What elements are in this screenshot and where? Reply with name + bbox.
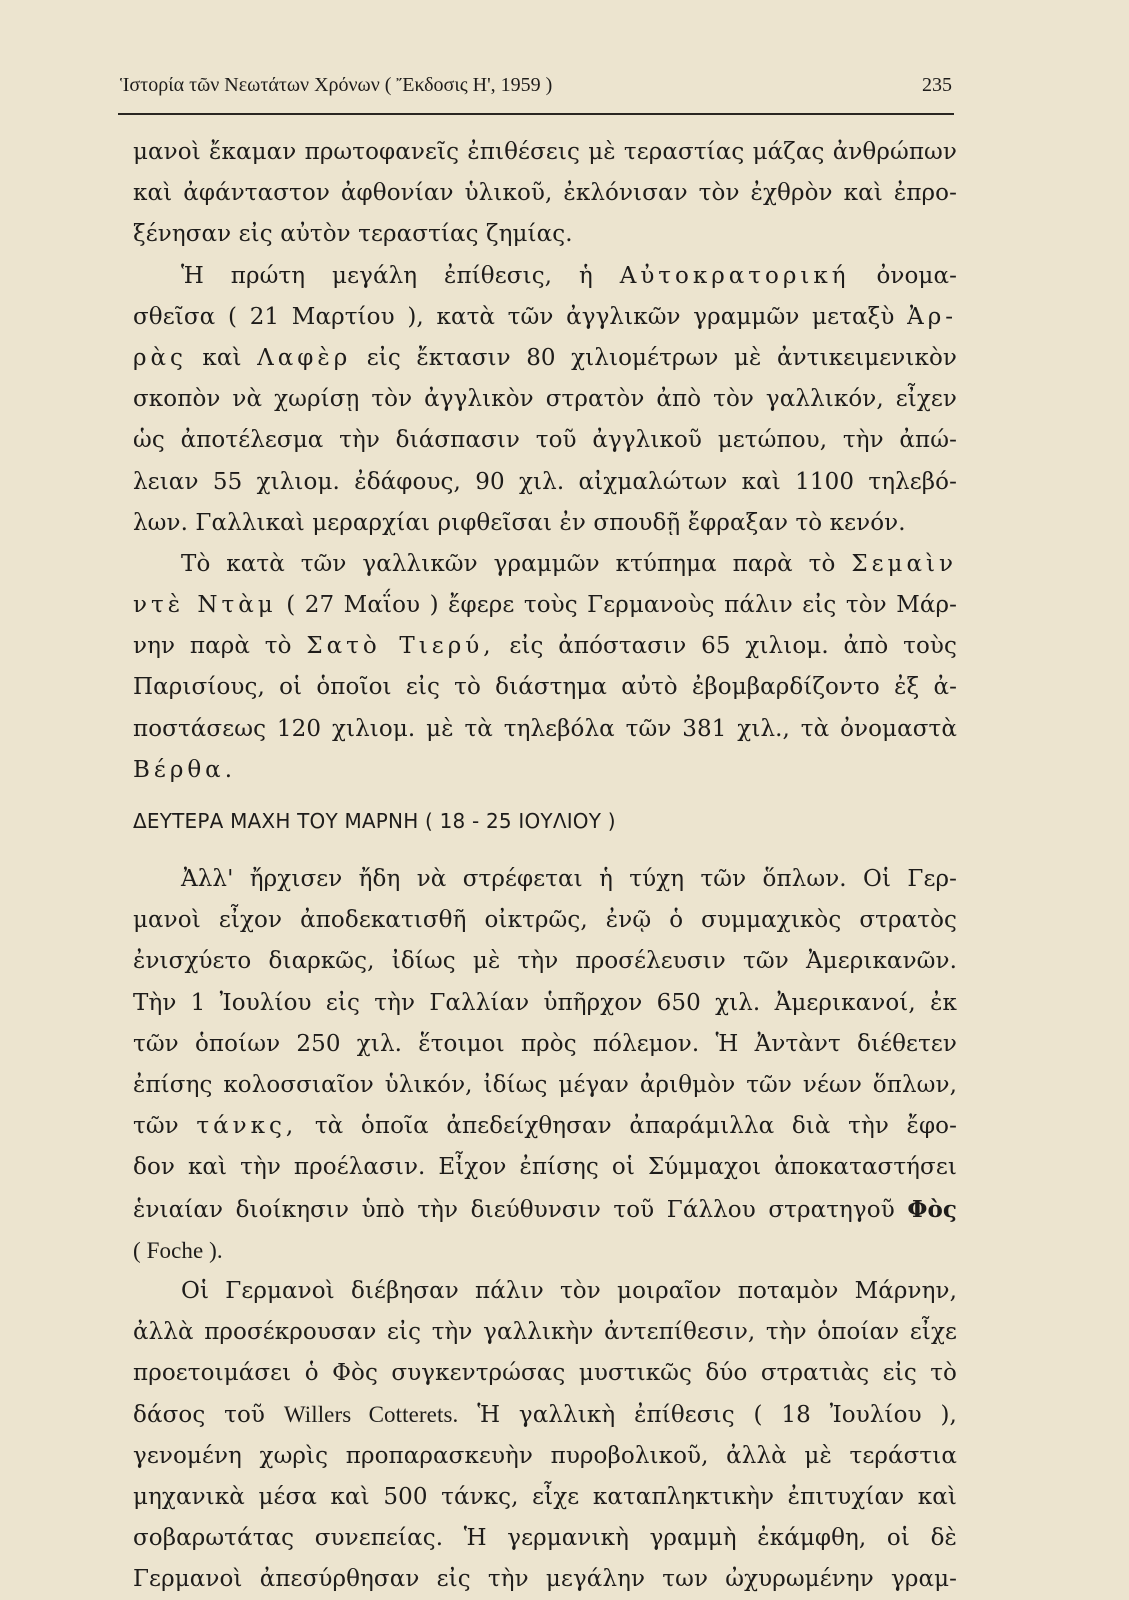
spaced-term: Σεμαὶν	[851, 550, 957, 577]
text-line: καὶ ἀφάνταστον ἀφθονίαν ὑλικοῦ, ἐκλόνισαν τὸν ἐχθρὸν καὶ ἐπρο-	[133, 180, 957, 207]
text-line: τῶν τάνκς, τὰ ὁποῖα ἀπεδείχθησαν ἀπαράμιλλα διὰ τὴν ἔφο-	[133, 1113, 957, 1140]
spaced-term: Σατὸ Τιερύ,	[306, 633, 495, 660]
running-title: Ἱστορία τῶν Νεωτάτων Χρόνων ( Ἔκδοσις Η', 1959 )	[120, 74, 553, 96]
text-line: ξένησαν εἰς αὐτὸν τεραστίας ζημίας.	[133, 221, 573, 248]
text-line: ντὲ Ντὰμ ( 27 Μαΐου ) ἔφερε τοὺς Γερμανοὺς πάλιν εἰς τὸν Μάρ-	[133, 592, 957, 619]
text-line: Τὸ κατὰ τῶν γαλλικῶν γραμμῶν κτύπημα παρὰ τὸ Σεμαὶν	[181, 550, 957, 577]
text-line: ἐπίσης κολοσσιαῖον ὑλικόν, ἰδίως μέγαν ἀριθμὸν τῶν νέων ὅπλων,	[133, 1071, 957, 1098]
spaced-term: τάνκς,	[196, 1113, 298, 1140]
text-line: λειαν 55 χιλιομ. ἐδάφους, 90 χιλ. αἰχμαλώτων καὶ 1100 τηλεβό-	[133, 468, 957, 495]
text-line: λων. Γαλλικαὶ μεραρχίαι ριφθεῖσαι ἐν σπουδῇ ἔφραξαν τὸ κενόν.	[133, 509, 906, 536]
spaced-term: Ἀρ-	[907, 303, 957, 330]
body-text	[133, 132, 957, 1600]
text-line: ἀλλὰ προσέκρουσαν εἰς τὴν γαλλικὴν ἀντεπίθεσιν, τὴν ὁποίαν εἶχε	[133, 1319, 957, 1346]
text-line: μηχανικὰ μέσα καὶ 500 τάνκς, εἶχε καταπληκτικὴν ἐπιτυχίαν καὶ	[133, 1483, 957, 1510]
bold-term: Φὸς	[907, 1195, 957, 1223]
text-line: ποστάσεως 120 χιλιομ. μὲ τὰ τηλεβόλα τῶν 381 χιλ., τὰ ὀνομαστὰ	[133, 715, 957, 742]
text-line: ρὰς καὶ Λαφὲρ εἰς ἔκτασιν 80 χιλιομέτρων μὲ ἀντικειμενικὸν	[133, 344, 957, 371]
spaced-term: Αὐτοκρατορική	[619, 262, 850, 289]
text-line: γενομένη χωρὶς προπαρασκευὴν πυροβολικοῦ, ἀλλὰ μὲ τεράστια	[133, 1442, 957, 1469]
section-heading: ΔΕΥΤΕΡΑ ΜΑΧΗ ΤΟΥ ΜΑΡΝΗ ( 18 - 25 ΙΟΥΛΙΟΥ )	[133, 809, 616, 833]
spacer	[133, 845, 957, 859]
text-line: Ἡ πρώτη μεγάλη ἐπίθεσις, ἡ Αὐτοκρατορική ὀνομα-	[181, 262, 957, 289]
header-rule	[118, 113, 954, 115]
spaced-term: Λαφὲρ	[257, 344, 352, 371]
text-line: μανοὶ ἔκαμαν πρωτοφανεῖς ἐπιθέσεις μὲ τεραστίας μάζας ἀνθρώπων	[133, 139, 957, 165]
text-line: μανοὶ εἶχον ἀποδεκατισθῆ οἰκτρῶς, ἐνῷ ὁ συμμαχικὸς στρατὸς	[133, 907, 957, 934]
text-line: ἐνισχύετο διαρκῶς, ἰδίως μὲ τὴν προσέλευσιν τῶν Ἀμερικανῶν.	[133, 948, 957, 975]
latin-term: Willers Cotterets.	[283, 1402, 459, 1428]
text-line: σκοπὸν νὰ χωρίσῃ τὸν ἀγγλικὸν στρατὸν ἀπὸ τὸν γαλλικόν, εἶχεν	[133, 386, 957, 413]
text-line: Ἀλλ' ἤρχισεν ἤδη νὰ στρέφεται ἡ τύχη τῶν ὅπλων. Οἱ Γερ-	[181, 866, 957, 892]
spaced-term: ντὲ Ντὰμ	[133, 592, 277, 619]
text-line: Παρισίους, οἱ ὁποῖοι εἰς τὸ διάστημα αὐτὸ ἐβομβαρδίζοντο ἐξ ἀ-	[133, 674, 957, 701]
text-line: σοβαρωτάτας συνεπείας. Ἡ γερμανικὴ γραμμὴ ἐκάμφθη, οἱ δὲ	[133, 1525, 957, 1551]
text-line: Βέρθα.	[133, 756, 237, 783]
text-line: Γερμανοὶ ἀπεσύρθησαν εἰς τὴν μεγάλην των ὠχυρωμένην γραμ-	[133, 1566, 957, 1593]
text-line: Οἱ Γερμανοὶ διέβησαν πάλιν τὸν μοιραῖον ποταμὸν Μάρνην,	[181, 1277, 957, 1304]
page-number: 235	[922, 74, 952, 96]
text-line: νην παρὰ τὸ Σατὸ Τιερύ, εἰς ἀπόστασιν 65 χιλιομ. ἀπὸ τοὺς	[133, 633, 957, 660]
text-line: δάσος τοῦ Willers Cotterets. Ἡ γαλλικὴ ἐπίθεσις ( 18 Ἰουλίου ),	[133, 1402, 957, 1429]
text-line: ὡς ἀποτέλεσμα τὴν διάσπασιν τοῦ ἀγγλικοῦ μετώπου, τὴν ἀπώ-	[133, 427, 957, 454]
text-line: ἑνιαίαν διοίκησιν ὑπὸ τὴν διεύθυνσιν τοῦ Γάλλου στρατηγοῦ Φὸς	[133, 1195, 957, 1223]
running-header	[120, 74, 952, 114]
spaced-term: ρὰς	[133, 344, 187, 371]
text-line: Τὴν 1 Ἰουλίου εἰς τὴν Γαλλίαν ὑπῆρχον 650 χιλ. Ἀμερικανοί, ἐκ	[133, 989, 957, 1016]
text-line: δον καὶ τὴν προέλασιν. Εἶχον ἐπίσης οἱ Σύμμαχοι ἀποκαταστήσει	[133, 1154, 957, 1181]
text-line: προετοιμάσει ὁ Φὸς συγκεντρώσας μυστικῶς δύο στρατιὰς εἰς τὸ	[133, 1360, 957, 1387]
text-line: ( Foche ).	[133, 1237, 223, 1263]
text-line: τῶν ὁποίων 250 χιλ. ἕτοιμοι πρὸς πόλεμον. Ἡ Ἀντὰντ διέθετεν	[133, 1030, 957, 1057]
text-line: σθεῖσα ( 21 Μαρτίου ), κατὰ τῶν ἀγγλικῶν γραμμῶν μεταξὺ Ἀρ-	[133, 303, 957, 330]
